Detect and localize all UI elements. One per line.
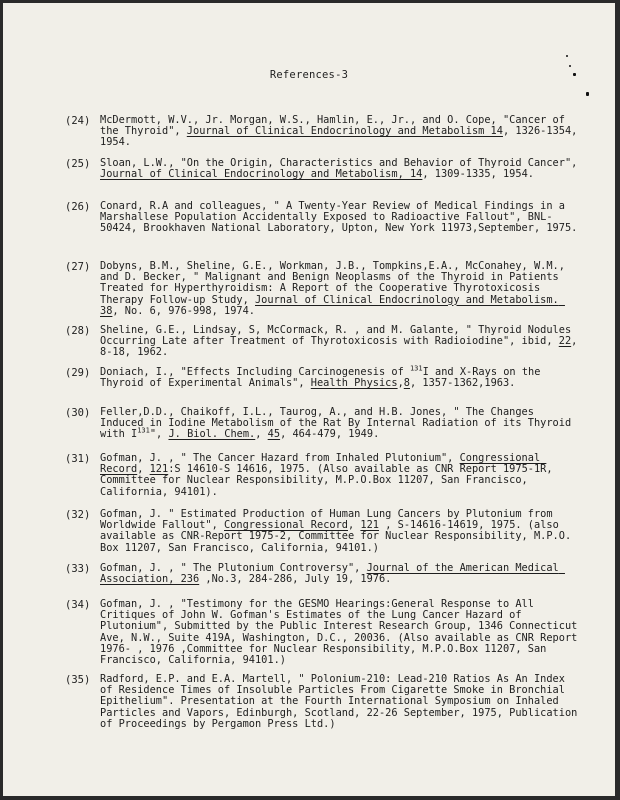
reference-citation [100,509,578,554]
reference-number: (27) [65,261,91,273]
binding-mark [586,92,589,96]
reference-number: (25) [65,158,91,170]
citation-text: Gofman, J. " Estimated Production of Human Lung Cancers by Plutonium from Worldwide Fallout", [100,508,559,532]
citation-source-underlined: 121 [360,519,380,532]
citation-text: , [348,519,361,532]
citation-text: Sloan, L.W., "On the Origin, Characteristics and Behavior of Thyroid Cancer", [100,157,584,169]
binding-mark [569,65,571,67]
citation-text: , [397,377,404,390]
citation-text: Gofman, J. , " The Plutonium Controversy", [100,562,367,574]
reference-number: (34) [65,599,91,611]
page-title: References-3 [269,69,349,81]
reference-citation [100,114,584,149]
reference-citation [100,364,578,390]
citation-text: Gofman, J. , " The Cancer Hazard from Inhaled Plutonium", [100,452,460,464]
citation-source-underlined: Congressional Record [100,452,547,476]
citation-text: , No. 6, 976-998, 1974. [112,304,255,317]
isotope-superscript: 131 [137,426,150,435]
citation-text: I and X-Rays on the Thyroid of Experimental Animals", [100,366,547,390]
citation-source-underlined: 45 [267,428,281,441]
citation-text: Dobyns, B.M., Sheline, G.E., Workman, J.B., Tompkins,E.A., McConahey, W.M., and D. Becker, " Malignant and Benign Neoplasms of the Thyroid in Patients Treated for Hyperthyroidism: A Report of the Cooperative Thyrotoxicosis Therapy Follow-up Study, [100,260,572,306]
reference-number: (29) [65,367,91,379]
reference-number: (32) [65,509,91,521]
citation-source-underlined: Health Physics [310,377,398,390]
citation-text: Sheline, G.E., Lindsay, S, McCormack, R. , and M. Galante, " Thyroid Nodules Occurring Late after Treatment of Thyrotoxicosis with Radioiodine", ibid, [100,324,578,348]
reference-number: (28) [65,325,91,337]
citation-source-underlined: 22 [558,335,572,348]
citation-text: , S-14616-14619, 1975. (also available as CNR-Report 1975-2, Committee for Nuclear Responsibility, M.P.O. Box 11207, San Francisco, California, 94101.) [100,519,578,554]
citation-source-underlined: Congressional Record [224,519,348,532]
reference-citation [100,673,584,730]
citation-text: , [255,428,268,441]
reference-number: (31) [65,453,91,465]
citation-text: :S 14610-S 14616, 1975. (Also available as CNR Report 1975-1R, Committee for Nuclear Responsibility, M.P.O.Box 11207, San Francisco, California, 94101). [100,463,559,498]
citation-text: Conard, R.A and colleagues, " A Twenty-Year Review of Medical Findings in a Marshallese Population Accidentally Exposed to Radioactive Fallout", BNL-50424, Brookhaven National Laboratory, Upton, New York 11973,September, 1975. [100,200,578,235]
citation-text: ", [149,428,169,441]
citation-text: , 1357-1362,1963. [409,377,516,390]
citation-text: , 1326-1354, 1954. [100,125,584,149]
citation-text: Radford, E.P. and E.A. Martell, " Polonium-210: Lead-210 Ratios As An Index of Residence Times of Insoluble Particles From Cigarette Smoke in Bronchial Epithelium". Presentation at the Fourth International Symposium on Inhaled Particles and Vapors, Edinburgh, Scotland, 22-26 September, 1975, Publication of Proceedings by Pergamon Press Ltd.) [100,673,584,730]
citation-source-underlined: Journal of Clinical Endocrinology and Metabolism 14 [186,125,503,138]
reference-number: (35) [65,674,91,686]
citation-source-underlined: Journal of Clinical Endocrinology and Metabolism. 38 [100,293,565,317]
binding-mark [566,55,568,57]
citation-text: Doniach, I., "Effects Including Carcinogenesis of [100,366,410,378]
reference-citation [100,201,578,235]
document-page [3,3,615,796]
reference-citation [100,407,578,441]
reference-citation [100,598,584,667]
reference-citation [100,324,584,359]
reference-number: (30) [65,407,91,419]
reference-citation [100,261,578,317]
reference-number: (26) [65,201,91,213]
citation-source-underlined: J. Biol. Chem. [168,428,256,441]
citation-source-underlined: Journal of the American Medical Association, 236 [100,562,565,586]
citation-text: Gofman, J. , "Testimony for the GESMO Hearings:General Response to All Critiques of John W. Gofman's Estimates of the Lung Cancer Hazard of Plutonium", Submitted by the Public Interest Research Group, 1346 Connecticut Ave, N.W., Suite 419A, Washington, D.C., 20036. (Also available as CNR Report 1976- , 1976 ,Committee for Nuclear Responsibility, M.P.O.Box 11207, San Francisco, California, 94101.) [100,598,584,667]
reference-number: (33) [65,563,91,575]
citation-text: , [137,463,150,476]
citation-text: , 464-479, 1949. [280,428,380,441]
citation-text: , 8-18, 1962. [100,335,584,359]
reference-citation [100,563,578,585]
citation-source-underlined: Journal of Clinical Endocrinology and Metabolism, 14 [100,168,423,181]
reference-citation [100,157,584,181]
citation-text: Feller,D.D., Chaikoff, I.L., Taurog, A., and H.B. Jones, " The Changes Induced in Iodine Metabolism of the Rat By Internal Radiation of its Thyroid with I [100,406,578,441]
citation-text: McDermott, W.V., Jr. Morgan, W.S., Hamlin, E., Jr., and O. Cope, "Cancer of the Thyroid", [100,114,572,138]
citation-source-underlined: 8 [403,377,410,390]
reference-number: (24) [65,115,91,127]
citation-source-underlined: 121 [149,463,169,476]
citation-text: ,No.3, 284-286, July 19, 1976. [199,573,392,586]
reference-citation [100,453,578,498]
isotope-superscript: 131 [409,364,423,373]
citation-text: , 1309-1335, 1954. [422,168,534,181]
